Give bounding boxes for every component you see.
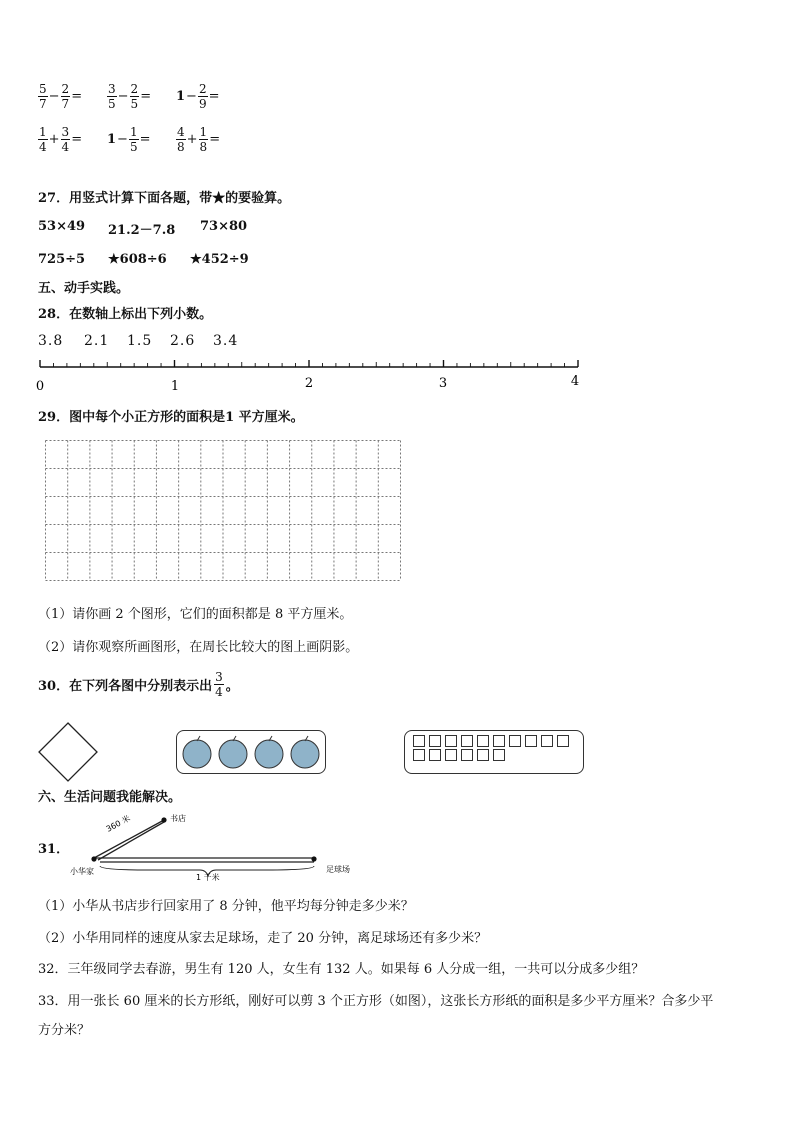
apple-icon[interactable]	[219, 736, 247, 768]
apples-svg	[177, 731, 325, 773]
calc-item: 725÷5	[38, 252, 86, 267]
question-31-sub2: （2）小华用同样的速度从家去足球场，走了 20 分钟，离足球场还有多少米？	[38, 931, 488, 946]
home-point	[91, 856, 96, 861]
apple-icon[interactable]	[183, 736, 211, 768]
denominator: 5	[130, 97, 139, 111]
denominator: 7	[61, 97, 70, 111]
route-diagram	[60, 808, 400, 883]
fraction-expr-6	[176, 125, 220, 154]
bookstore-point	[161, 817, 166, 822]
numerator: 3	[215, 670, 223, 684]
question-33-line2: 方分米？	[38, 1023, 91, 1038]
small-square[interactable]	[445, 735, 457, 747]
question-33-line1: 33．用一张长 60 厘米的长方形纸，刚好可以剪 3 个正方形（如图），这张长方形纸的面积是多少平方厘米？合多少平	[38, 994, 714, 1009]
operator: +	[186, 132, 198, 147]
numerator: 2	[198, 82, 207, 96]
section-6-heading: 六、生活问题我能解决。	[38, 790, 182, 805]
fraction-expr-5	[107, 125, 151, 154]
small-square[interactable]	[461, 749, 473, 761]
denominator: 9	[198, 97, 207, 111]
question-32: 32．三年级同学去春游，男生有 120 人，女生有 132 人。如果每 6 人分成一组，一共可以分成多少组？	[38, 962, 645, 977]
decimal-item: 2.6	[170, 333, 196, 349]
question-29-sub2: （2）请你观察所画图形，在周长比较大的图上画阴影。	[38, 640, 359, 655]
apple-icon[interactable]	[291, 736, 319, 768]
equals: =	[71, 89, 83, 104]
operator: −	[117, 132, 128, 147]
equals: =	[208, 89, 220, 104]
numerator: 3	[108, 82, 116, 96]
whole-number: 1	[176, 89, 186, 104]
numerator: 1	[129, 125, 138, 139]
calc-item: 53×49	[38, 219, 86, 234]
home-label: 小华家	[70, 867, 94, 876]
denominator: 5	[108, 97, 116, 111]
question-31-sub1: （1）小华从书店步行回家用了 8 分钟，他平均每分钟走多少米？	[38, 899, 414, 914]
calc-item: ★452÷9	[190, 252, 249, 267]
axis-label: 4	[570, 374, 580, 389]
small-square[interactable]	[445, 749, 457, 761]
denominator: 4	[215, 685, 223, 699]
section-5-heading: 五、动手实践。	[38, 281, 130, 296]
small-square[interactable]	[413, 735, 425, 747]
axis-label: 2	[304, 376, 314, 391]
small-square[interactable]	[525, 735, 537, 747]
operator: −	[48, 89, 60, 104]
denominator: 4	[39, 140, 47, 154]
small-square[interactable]	[413, 749, 425, 761]
question-29-title: 29．图中每个小正方形的面积是1 平方厘米。	[38, 410, 304, 425]
decimal-item: 3.8	[38, 333, 64, 349]
numerator: 3	[61, 125, 70, 139]
apple-box	[176, 730, 326, 774]
small-square[interactable]	[541, 735, 553, 747]
denominator: 8	[177, 140, 185, 154]
axis-label: 3	[438, 376, 448, 391]
small-square[interactable]	[429, 749, 441, 761]
question-27-title: 27．用竖式计算下面各题，带★的要验算。	[38, 191, 291, 206]
equals: =	[139, 132, 151, 147]
numerator: 2	[130, 82, 139, 96]
small-square[interactable]	[429, 735, 441, 747]
operator: −	[186, 89, 197, 104]
decimal-item: 1.5	[127, 333, 153, 349]
question-31-label: 31．	[38, 842, 70, 857]
denominator: 8	[199, 140, 208, 154]
decimal-item: 3.4	[213, 333, 239, 349]
number-line	[30, 358, 590, 394]
denominator: 4	[61, 140, 70, 154]
fraction-expr-4	[38, 125, 82, 154]
numerator: 4	[177, 125, 185, 139]
title-prefix: 30．在下列各图中分别表示出	[38, 679, 213, 694]
calc-item: 73×80	[200, 219, 248, 234]
distance-field: 1 千米	[196, 873, 220, 882]
small-square[interactable]	[477, 749, 489, 761]
bookstore-label: 书店	[170, 814, 186, 823]
diamond-shape[interactable]	[37, 721, 99, 783]
question-29-sub1: （1）请你画 2 个图形，它们的面积都是 8 平方厘米。	[38, 607, 353, 622]
fraction-expr-2	[107, 82, 151, 111]
field-point	[311, 856, 316, 861]
small-square[interactable]	[557, 735, 569, 747]
equals: =	[71, 132, 83, 147]
calc-item: 21.2－7.8	[108, 223, 176, 238]
small-square[interactable]	[493, 735, 505, 747]
field-label: 足球场	[326, 865, 350, 874]
operator: +	[48, 132, 60, 147]
denominator: 7	[39, 97, 47, 111]
decimal-item: 2.1	[84, 333, 110, 349]
equals: =	[209, 132, 221, 147]
title-suffix: 。	[225, 679, 239, 694]
equals: =	[140, 89, 152, 104]
fraction-expr-1	[38, 82, 82, 111]
small-square[interactable]	[509, 735, 521, 747]
calc-item: ★608÷6	[108, 252, 167, 267]
operator: −	[117, 89, 129, 104]
squares-box	[404, 730, 584, 774]
numerator: 2	[61, 82, 70, 96]
axis-label: 1	[170, 379, 180, 394]
small-square[interactable]	[477, 735, 489, 747]
numerator: 5	[39, 82, 47, 96]
denominator: 5	[129, 140, 138, 154]
numerator: 1	[199, 125, 208, 139]
apple-icon[interactable]	[255, 736, 283, 768]
small-square[interactable]	[461, 735, 473, 747]
small-square[interactable]	[493, 749, 505, 761]
whole-number: 1	[107, 132, 117, 147]
question-28-title: 28．在数轴上标出下列小数。	[38, 307, 213, 322]
numerator: 1	[39, 125, 47, 139]
question-30-title	[38, 670, 239, 699]
square-grid[interactable]	[45, 440, 402, 582]
axis-label: 0	[35, 379, 45, 394]
distance-bookstore: 360 米	[104, 813, 132, 834]
fraction-expr-3	[176, 82, 220, 111]
